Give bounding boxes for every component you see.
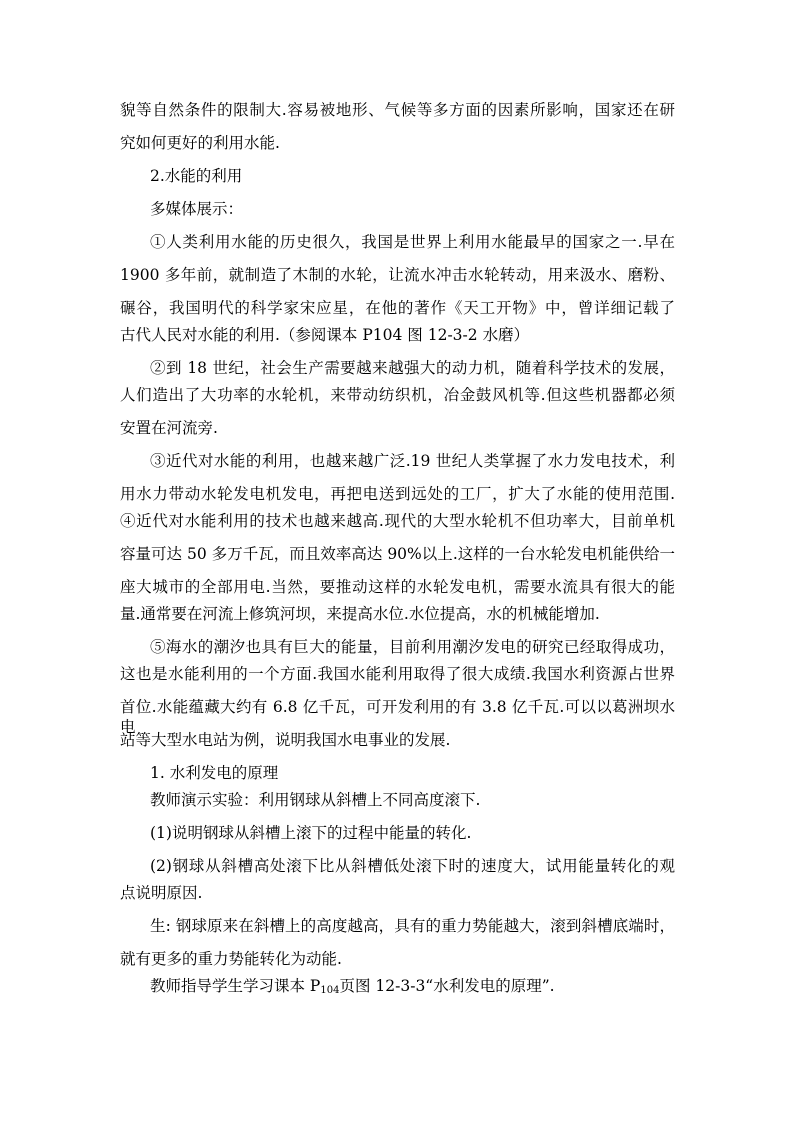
text-line: 站等大型水电站为例，说明我国水电事业的发展. [120, 731, 451, 749]
text-line [150, 976, 555, 1001]
text-line: 首位.水能蕴藏大约有 6.8 亿千瓦，可开发利用的有 3.8 亿千瓦.可以以葛洲坝水电 [120, 698, 675, 736]
text-line: ②到 18 世纪，社会生产需要越来越强大的动力机，随着科学技术的发展， [150, 359, 675, 377]
text-line: 貌等自然条件的限制大.容易被地形、气候等多方面的因素所影响，国家还在研 [120, 101, 675, 119]
text-line: 多媒体展示： [150, 200, 244, 218]
text-line: 古代人民对水能的利用.（参阅课本 P104 图 12-3-2 水磨） [120, 326, 530, 344]
text-line: 点说明原因. [120, 884, 203, 902]
text-fragment: 页图 12-3-3“水利发电的原理”. [339, 977, 555, 995]
text-line: ①人类利用水能的历史很久，我国是世界上利用水能最早的国家之一.早在 [150, 233, 675, 251]
text-line: 人们造出了大功率的水轮机，来带动纺织机，冶金鼓风机等.但这些机器都必须 [120, 386, 675, 404]
text-line: 就有更多的重力势能转化为动能. [120, 950, 342, 968]
text-line: 这也是水能利用的一个方面.我国水能利用取得了很大成绩.我国水利资源占世界 [120, 665, 675, 683]
text-fragment: 教师指导学生学习课本 P [150, 977, 321, 995]
text-line: 1900 多年前，就制造了木制的水轮，让流水冲击水轮转动，用来汲水、磨粉、 [120, 266, 675, 284]
text-line: 碾谷，我国明代的科学家宋应星，在他的著作《天工开物》中，曾详细记载了 [120, 299, 675, 317]
text-line: 座大城市的全部用电.当然，要推动这样的水轮发电机，需要水流具有很大的能 [120, 578, 675, 596]
text-line: 安置在河流旁. [120, 419, 218, 437]
text-line: 量.通常要在河流上修筑河坝，来提高水位.水位提高，水的机械能增加. [120, 605, 600, 623]
text-line: 容量可达 50 多万千瓦，而且效率高达 90%以上.这样的一台水轮发电机能供给一 [120, 545, 675, 563]
text-line: ⑤海水的潮汐也具有巨大的能量，目前利用潮汐发电的研究已经取得成功， [150, 638, 675, 656]
section-heading: 2.水能的利用 [150, 167, 243, 185]
subscript-page-number: 104 [320, 985, 340, 996]
section-heading: 1. 水利发电的原理 [150, 764, 279, 782]
text-line: 究如何更好的利用水能. [120, 134, 280, 152]
text-line: (1)说明钢球从斜槽上滚下的过程中能量的转化. [150, 824, 472, 842]
text-line: ④近代对水能利用的技术也越来越高.现代的大型水轮机不但功率大，目前单机 [120, 512, 675, 530]
text-line: 教师演示实验：利用钢球从斜槽上不同高度滚下. [150, 791, 481, 809]
text-line: 生: 钢球原来在斜槽上的高度越高，具有的重力势能越大，滚到斜槽底端时， [150, 917, 675, 935]
text-line: (2)钢球从斜槽高处滚下比从斜槽低处滚下时的速度大，试用能量转化的观 [150, 857, 675, 875]
text-line: 用水力带动水轮发电机发电，再把电送到远处的工厂，扩大了水能的使用范围. [120, 485, 675, 503]
text-line: ③近代对水能的利用，也越来越广泛.19 世纪人类掌握了水力发电技术，利 [150, 452, 675, 470]
